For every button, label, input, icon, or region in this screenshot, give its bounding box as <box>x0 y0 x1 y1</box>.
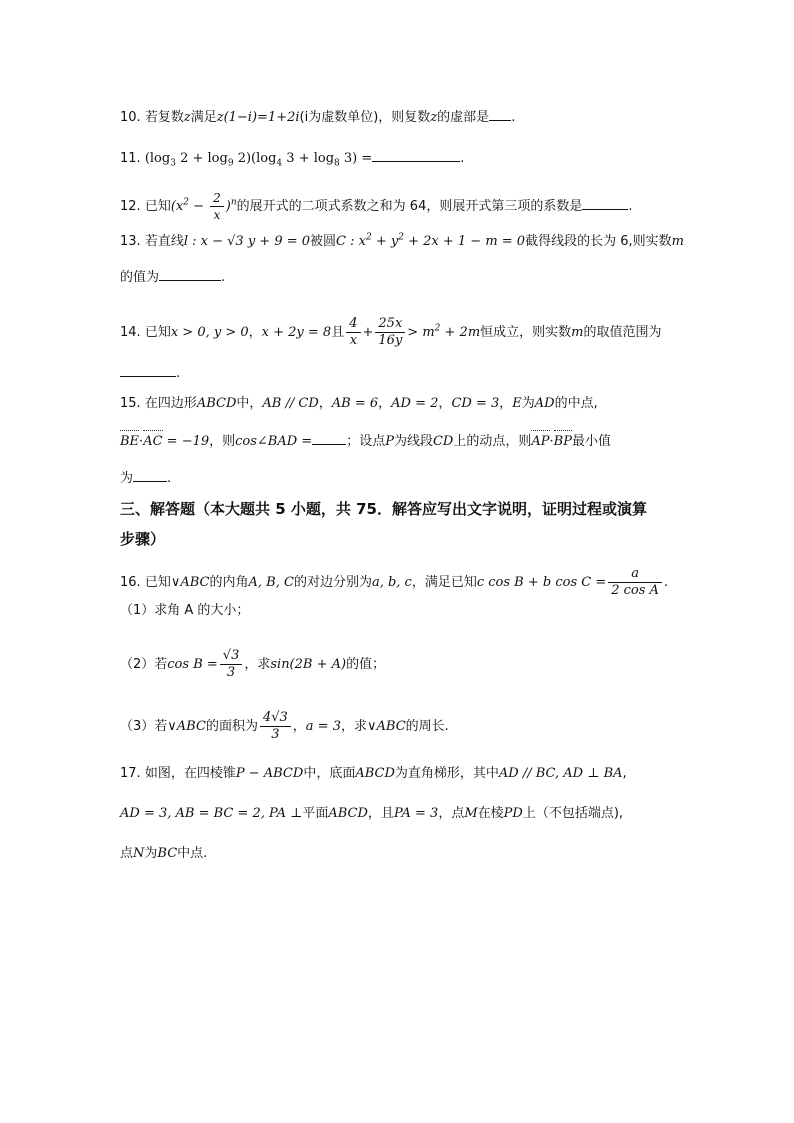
answer-blank <box>312 432 346 445</box>
math-expr: P − ABCD <box>235 766 304 781</box>
fraction: $\frac{a}{\text{2 cos A}}$ <box>608 566 662 599</box>
text: . <box>221 270 226 285</box>
text: . <box>460 151 465 166</box>
math-expr: ∨ABC <box>167 719 206 734</box>
vector-BE: BE <box>120 432 139 452</box>
math-expr: A, B, C <box>248 575 294 590</box>
text: . <box>176 366 181 381</box>
math-expr: x > 0, y > 0 <box>170 325 249 340</box>
text: 恒成立，则实数 <box>480 325 572 340</box>
math-var: ABCD <box>328 806 368 821</box>
math-expr: ∨ABC <box>367 719 406 734</box>
math-var: ABCD <box>355 766 395 781</box>
text: ，且 <box>367 806 394 821</box>
math-var: BC <box>157 846 178 861</box>
text: 为 <box>120 471 134 486</box>
text: ，求 <box>340 719 367 734</box>
math-var: CD <box>432 434 454 449</box>
problem-17-line2 <box>120 804 680 824</box>
math-expr: = −19 <box>162 434 210 449</box>
math-expr: a = 3 <box>305 719 341 734</box>
math-expr: z(1−i)=1+2i <box>216 110 300 125</box>
fraction: $\frac{25x}{16y}$ <box>375 316 405 349</box>
text: 在四边形 <box>144 396 197 411</box>
text: 的内角 <box>209 575 249 590</box>
text: . <box>628 199 633 214</box>
problem-17-line3 <box>120 844 680 864</box>
text: 为 <box>144 846 158 861</box>
text: 的中点, <box>554 396 598 411</box>
text: 为直角梯形，其中 <box>394 766 499 781</box>
answer-blank <box>133 469 167 482</box>
text: 中，底面 <box>303 766 356 781</box>
answer-blank <box>120 364 176 377</box>
text: (i为虚数单位) <box>299 110 379 125</box>
problem-number: 11. <box>120 151 141 166</box>
math-expr: + <box>362 325 374 340</box>
math-expr: C : $x^2 + y^2 + 2x + 1 - m = 0$ <box>336 232 526 249</box>
math-var: z <box>430 110 438 125</box>
problem-number: 12. <box>120 199 141 214</box>
text: . <box>511 110 516 125</box>
text: 的周长. <box>405 719 449 734</box>
text: （1）求角 A 的大小； <box>120 603 250 618</box>
text: 上的动点，则 <box>453 434 532 449</box>
problem-14 <box>120 316 680 349</box>
problem-13 <box>120 232 684 252</box>
math-expr: ($x^2$ − <box>170 197 209 214</box>
text: ， <box>292 719 306 734</box>
answer-blank <box>582 197 628 210</box>
math-expr: x + 2y = 8 <box>261 325 332 340</box>
math-expr: cos B = <box>167 657 218 672</box>
math-var: m <box>571 325 584 340</box>
math-expr: · <box>549 434 554 449</box>
text: 的对边分别为 <box>293 575 372 590</box>
text: 已知 <box>144 199 171 214</box>
math-expr: AB // CD <box>262 396 319 411</box>
math-expr: sin(2B + A) <box>270 657 347 672</box>
math-expr: a, b, c <box>371 575 412 590</box>
math-expr: ($\log_3$ $2 + \log_9 2)(\log_4$ $3 + \log_8 3$) = <box>144 151 373 169</box>
math-expr: > $m^2 + 2m$ <box>407 323 481 340</box>
text: 的值为 <box>120 270 160 285</box>
problem-17 <box>120 764 680 784</box>
math-var: M <box>464 806 478 821</box>
fraction: $\frac{4}{x}$ <box>346 316 360 349</box>
vector-AC: AC <box>143 432 162 452</box>
text: 的虚部是 <box>437 110 490 125</box>
problem-10 <box>120 108 680 128</box>
problem-15-line3 <box>120 469 680 489</box>
answer-blank <box>159 268 221 281</box>
problem-14-line2 <box>120 364 680 384</box>
text: 点 <box>120 846 134 861</box>
problem-16-q3 <box>120 710 680 743</box>
problem-16-q1 <box>120 601 680 621</box>
math-expr: l : x − √3 y + 9 = 0 <box>183 234 311 249</box>
math-var: m <box>671 234 684 249</box>
text: 的取值范围为 <box>583 325 662 340</box>
math-var: PD <box>503 806 523 821</box>
text: （2）若 <box>120 657 168 672</box>
problem-15: 15. 在四边形ABCD中，AB // CD，AB = 6，AD = 2，CD = 3，E为AD的中点, <box>120 396 598 411</box>
problem-number: 15. <box>120 396 141 411</box>
problem-number: 14. <box>120 325 141 340</box>
text: . <box>663 575 669 590</box>
math-var: E <box>512 396 522 411</box>
fraction: $\frac{2}{x}$ <box>210 190 224 223</box>
problem-number: 16. <box>120 575 141 590</box>
text: 上（不包括端点), <box>522 806 624 821</box>
math-expr: CD = 3 <box>451 396 500 411</box>
vector-AP: AP <box>531 432 549 452</box>
text: 在棱 <box>477 806 504 821</box>
problem-11 <box>120 149 680 169</box>
text: 满足 <box>190 110 217 125</box>
text: 若直线 <box>144 234 184 249</box>
text: 如图，在四棱锥 <box>144 766 236 781</box>
text: 被圆 <box>310 234 337 249</box>
fraction: $\frac{4√3}{3}$ <box>260 710 291 743</box>
section-title-line2: 步骤） <box>120 530 166 548</box>
text: ，求 <box>244 657 271 672</box>
text: ；设点 <box>346 434 386 449</box>
math-var: N <box>133 846 145 861</box>
math-expr: PA = 3 <box>393 806 439 821</box>
text: ，则 <box>209 434 236 449</box>
problem-16 <box>120 566 680 599</box>
math-var: ABCD <box>196 396 237 411</box>
math-expr: AD = 2 <box>391 396 439 411</box>
text: , <box>622 766 627 781</box>
math-var: AD <box>534 396 555 411</box>
text: 若复数 <box>144 110 184 125</box>
text: 的面积为 <box>205 719 258 734</box>
text: ，则复数 <box>378 110 431 125</box>
math-expr: ∨ABC <box>170 575 210 590</box>
text: 已知 <box>144 575 171 590</box>
math-var: P <box>385 434 394 449</box>
text: 为 <box>521 396 535 411</box>
math-expr: AB = 6 <box>331 396 379 411</box>
problem-number: 17. <box>120 766 141 781</box>
text: 中， <box>236 396 263 411</box>
problem-13-line2 <box>120 268 680 288</box>
math-expr: )$^n$ <box>225 197 237 214</box>
answer-blank <box>372 149 460 162</box>
math-expr: AD = 3, AB = BC = 2, PA ⊥ <box>120 806 303 821</box>
text: 中点. <box>177 846 208 861</box>
text: 为线段 <box>393 434 433 449</box>
text: （3）若 <box>120 719 168 734</box>
text: 的值； <box>346 657 386 672</box>
text: ，点 <box>438 806 465 821</box>
text: 的展开式的二项式系数之和为 64，则展开式第三项的系数是 <box>236 199 583 214</box>
math-expr: c cos B + b cos C = <box>476 575 607 590</box>
math-var: z <box>183 110 191 125</box>
vector-BP: BP <box>554 432 572 452</box>
fraction: $\frac{√3}{3}$ <box>220 648 243 681</box>
text: ，满足已知 <box>411 575 477 590</box>
text: . <box>167 471 172 486</box>
problem-12 <box>120 190 680 223</box>
answer-blank <box>489 108 511 121</box>
text: ， <box>248 325 262 340</box>
text: 已知 <box>144 325 171 340</box>
section-title: 三、解答题（本大题共 5 小题，共 75．解答应写出文字说明，证明过程或演算 <box>120 500 647 518</box>
text: 且 <box>331 325 345 340</box>
text: 平面 <box>302 806 329 821</box>
math-expr: AD // BC, AD ⊥ BA <box>498 766 623 781</box>
problem-15-line2 <box>120 432 680 452</box>
problem-number: 13. <box>120 234 141 249</box>
math-expr: cos∠BAD = <box>235 434 313 449</box>
math-expr: · <box>139 434 144 449</box>
problem-number: 10. <box>120 110 141 125</box>
text: 截得线段的长为 6,则实数 <box>525 234 672 249</box>
text: 最小值 <box>571 434 611 449</box>
problem-16-q2 <box>120 648 680 681</box>
